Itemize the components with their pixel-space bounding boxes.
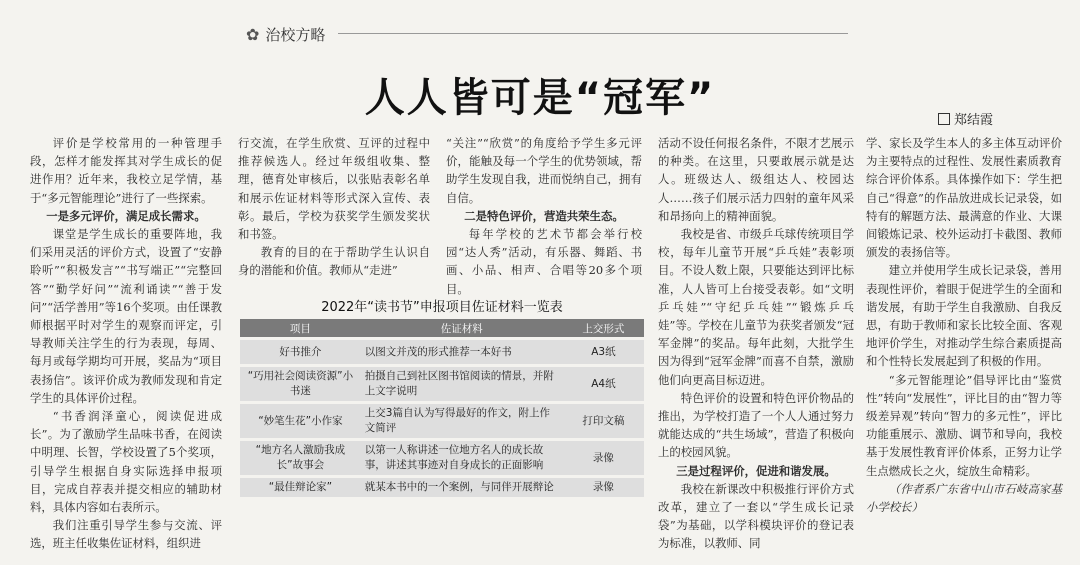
table-row <box>240 367 644 401</box>
table-cell: 上交3篇自认为写得最好的作文，附上作文简评 <box>361 404 563 438</box>
table-cell: A3纸 <box>563 340 644 364</box>
table-cell: 打印文稿 <box>563 404 644 438</box>
paragraph: 建立并使用学生成长记录袋，善用表现性评价，着眼于促进学生的全面和谐发展，有助于学生自我激励、自我反思，有助于教师和家长比较全面、客观地评价学生，对推动学生综合素质提高和个性特长发展起到了积极的作用。 <box>866 263 1062 369</box>
table-cell: 就某本书中的一个案例，与同伴开展辩论 <box>361 478 563 497</box>
paragraph: 教育的目的在于帮助学生认识自身的潜能和价值。教师从“走进” <box>238 245 430 278</box>
paragraph: 学、家长及学生本人的多主体互动评价为主要特点的过程性、发展性素质教育综合评价体系。具体操作如下：学生把自己“得意”的作品放进成长记录袋，如特有的解题方法、最满意的作业、大课间锻炼记录、校外运动打卡截图、教师颁发的表扬信等。 <box>866 136 1062 260</box>
paragraph: 课堂是学生成长的重要阵地，我们采用灵活的评价方式，设置了“安静聆听”“积极发言”“书写端正”“完整回答”“勤学好问”“流利诵读”“善于发问”“活学善用”等16个奖项。由任课教师根据平时对学生的观察而评定，引导教师关注学生的行为表现，每周、每月或每学期均可开展，奖品为“项目表扬信”。该评价成为教师发现和肯定学生的具体评价过程。 <box>30 227 222 405</box>
subheading: 三是过程评价，促进和谐发展。 <box>676 463 836 478</box>
flower-icon: ✿ <box>246 25 260 44</box>
table-cell: “地方名人激励我成长”故事会 <box>240 441 361 475</box>
table-header-cell: 佐证材料 <box>361 319 563 337</box>
table-cell: “最佳辩论家” <box>240 478 361 497</box>
paragraph: 评价是学校常用的一种管理手段，怎样才能发挥其对学生成长的促进作用？近年来，我校立足学情，基于“多元智能理论”进行了一些探索。 <box>30 136 222 205</box>
paragraph: 我校是省、市级乒乓球传统项目学校，每年儿童节开展“乒乓娃”表彰项目。不设人数上限，只要能达到评比标准，人人皆可上台接受表彰。如“文明乒乓娃”“守纪乒乓娃”“锻炼乒乓娃”等。学校在儿童节为获奖者颁发“冠军金牌”的奖品。每年此刻，大批学生因为得到“冠军金牌”而喜不自禁，激励他们向更高目标迈进。 <box>658 227 854 387</box>
article-headline: 人人皆可是“冠军” <box>364 75 716 121</box>
materials-table <box>240 316 644 500</box>
paragraph: “书香润泽童心，阅读促进成长”。为了激励学生品味书香，在阅读中明理、长智，学校设置了5个奖项，引导学生根据自身实际选择申报项目，完成自荐表并提交相应的辅助材料，具体内容如右表所示。 <box>30 409 222 515</box>
table-header-cell: 上交形式 <box>563 319 644 337</box>
text-column-2 <box>238 134 430 280</box>
byline-author: 郑结霞 <box>954 113 994 128</box>
table-cell: 以第一人称讲述一位地方名人的成长故事，讲述其事迹对自身成长的正面影响 <box>361 441 563 475</box>
section-tag <box>246 24 325 45</box>
paragraph: 我校在新课改中积极推行评价方式改革，建立了一套以“学生成长记录袋”为基础，以学科模块评价的登记表为标准，以教师、同 <box>658 481 854 551</box>
section-label: 治校方略 <box>265 26 326 44</box>
table-cell: 录像 <box>563 441 644 475</box>
paragraph: 活动不设任何报名条件，不限才艺展示的种类。在这里，只要敢展示就是达人。班级达人、级组达人、校园达人……孩子们展示活力四射的童年风采和昂扬向上的精神面貌。 <box>658 136 854 223</box>
text-column-1 <box>30 134 222 553</box>
text-column-3 <box>446 134 642 298</box>
table-row <box>240 478 644 497</box>
table-cell: 拍摄自己到社区图书馆阅读的情景，并附上文字说明 <box>361 367 563 401</box>
paragraph: 特色评价的设置和特色评价物品的推出，为学校打造了一个人人通过努力就能达成的“共生场域”，营造了积极向上的校园风貌。 <box>658 390 854 460</box>
author-note: （作者系广东省中山市石岐高家基小学校长） <box>866 481 1062 515</box>
table-cell: 好书推介 <box>240 340 361 364</box>
text-column-5 <box>866 134 1062 516</box>
table-header-cell: 项目 <box>240 319 361 337</box>
paragraph: 我们注重引导学生参与交流、评选，班主任收集佐证材料，组织进 <box>30 518 222 551</box>
table-cell: 录像 <box>563 478 644 497</box>
table-header-row <box>240 319 644 337</box>
subheading: 二是特色评价，营造共荣生态。 <box>464 208 624 223</box>
byline <box>938 109 993 128</box>
paragraph: 每年学校的艺术节都会举行校园“达人秀”活动，有乐器、舞蹈、书画、小品、相声、合唱等20多个项目。 <box>446 227 642 296</box>
paragraph: “多元智能理论”倡导评比由“鉴赏性”转向“发展性”，评比目的由“智力等级差异观”转向“智力的多元性”，评比功能重展示、激励、调节和导向，我校基于发展性教育评价体系，正努力让学生点燃成长之火，绽放生命精彩。 <box>866 372 1062 478</box>
table-title: 2022年“读书节”申报项目佐证材料一览表 <box>321 300 563 315</box>
table-row <box>240 441 644 475</box>
paragraph: 行交流，在学生欣赏、互评的过程中推荐候选人。经过年级组收集、整理，德育处审核后，以张贴表彰名单和展示佐证材料等形式深入宣传、表彰。最后，学校为获奖学生颁发奖状和书签。 <box>238 136 430 242</box>
table-cell: A4纸 <box>563 367 644 401</box>
subheading: 一是多元评价，满足成长需求。 <box>46 208 206 223</box>
table-cell: 以图文并茂的形式推荐一本好书 <box>361 340 563 364</box>
section-divider <box>338 33 848 34</box>
table-row <box>240 404 644 438</box>
table-row <box>240 340 644 364</box>
paragraph: “关注”“欣赏”的角度给予学生多元评价，能触及每一个学生的优势领域，帮助学生发现自我，进而悦纳自己，拥有自信。 <box>446 136 642 205</box>
byline-box-icon <box>938 113 950 125</box>
table-cell: “巧用社会阅读资源”小书迷 <box>240 367 361 401</box>
table-cell: “妙笔生花”小作家 <box>240 404 361 438</box>
text-column-4 <box>658 134 854 553</box>
